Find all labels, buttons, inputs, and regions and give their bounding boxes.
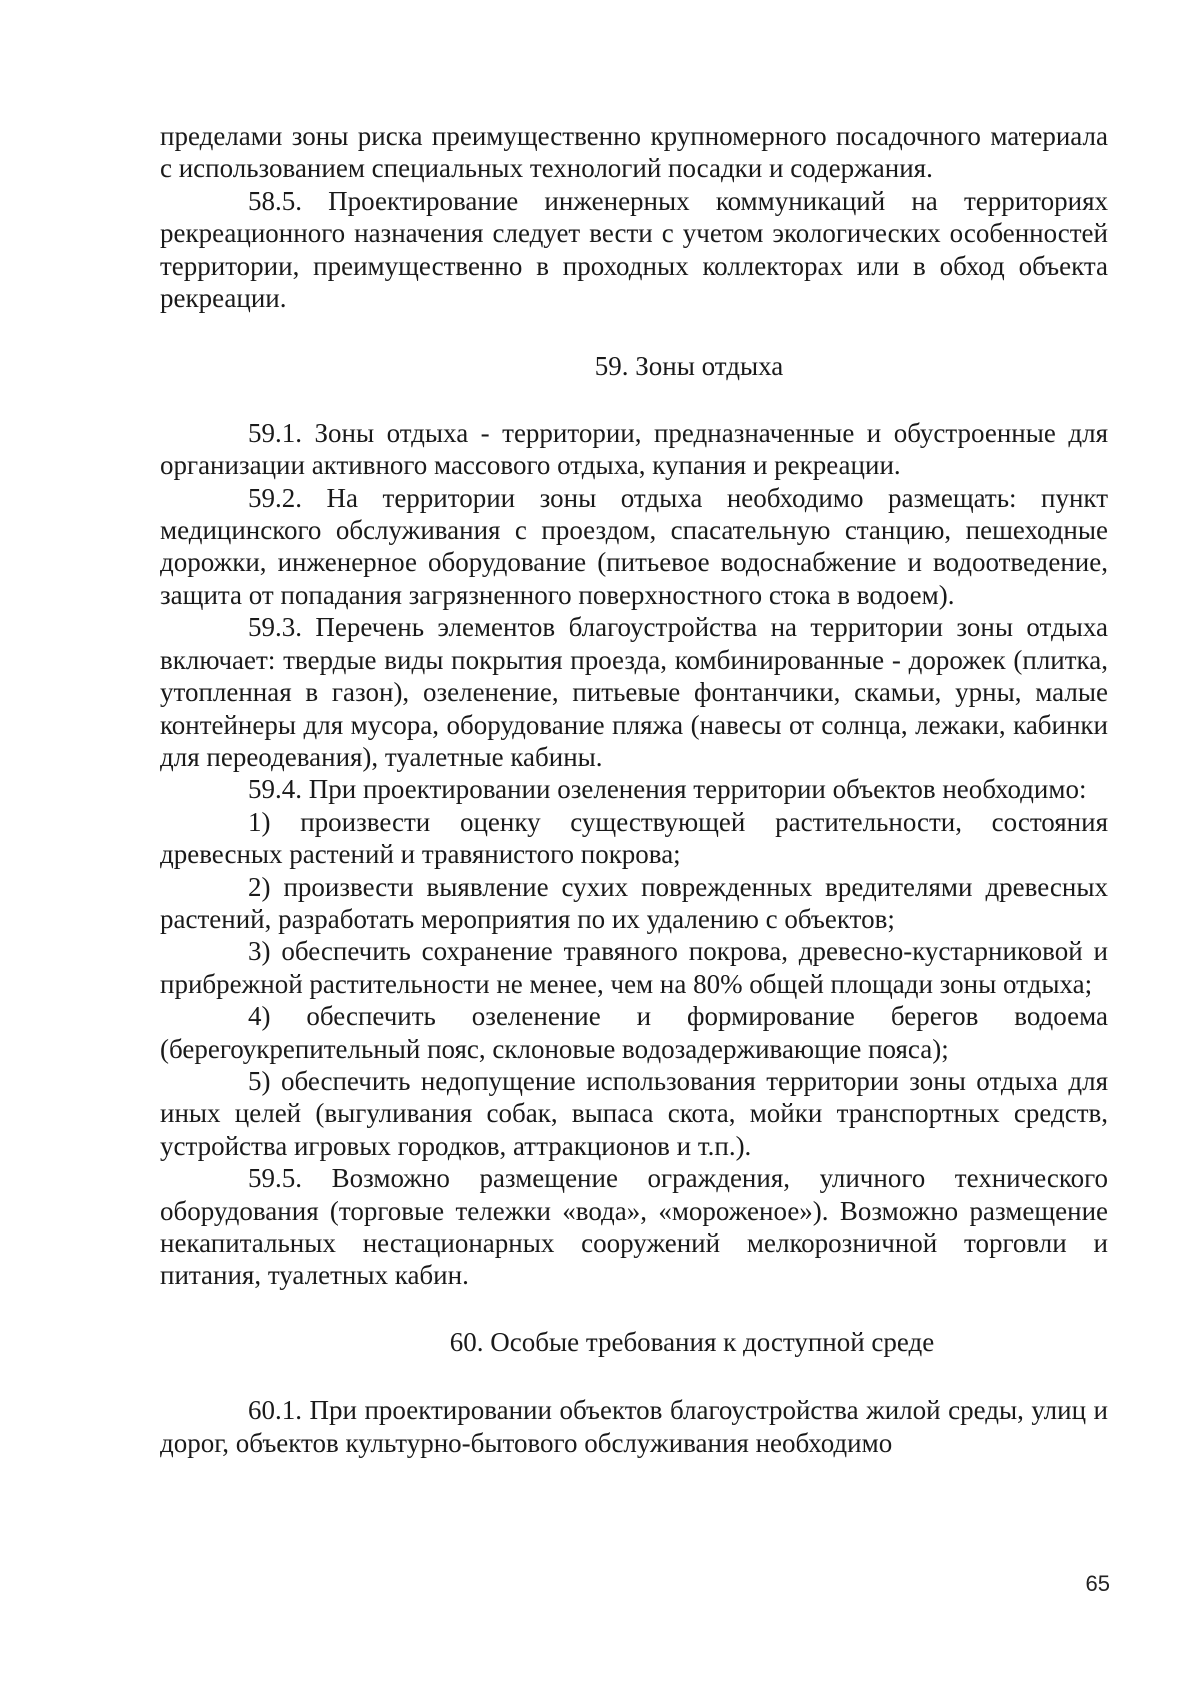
paragraph-59-4: 59.4. При проектировании озеленения территории объектов необходимо: (248, 774, 1087, 805)
section-heading-59: 59. Зоны отдыха (594, 351, 784, 382)
paragraph-59-2: 59.2. На территории зоны отдыха необходимо размещать: пункт медицинского обслуживания с проездом, спасательную станцию, пешеходные дорожки, инженерное оборудование (питьевое водоснабжение и водоотведение, защита от попадания загрязненного поверхностного стока в водоем). (160, 482, 1108, 610)
paragraph-59-5: 59.5. Возможно размещение ограждения, уличного технического оборудования (торговые тележки «вода», «мороженое»). Возможно размещение некапитальных нестационарных сооружений мелкорозничной торговли и питания, туалетных кабин. (160, 1163, 1108, 1291)
list-item-59-4-4: 4) обеспечить озеленение и формирование берегов водоема (берегоукрепительный пояс, склоновые водозадерживающие пояса); (160, 1001, 1108, 1064)
paragraph-59-1: 59.1. Зоны отдыха - территории, предназначенные и обустроенные для организации активного массового отдыха, купания и рекреации. (160, 417, 1108, 481)
page-number: 65 (1085, 1571, 1110, 1596)
paragraph-continuation: пределами зоны риска преимущественно крупномерного посадочного материала с использованием специальных технологий посадки и содержания. (160, 121, 1108, 184)
list-item-59-4-3: 3) обеспечить сохранение травяного покрова, древесно-кустарниковой и прибрежной растительности не менее, чем на 80% общей площади зоны отдыха; (160, 936, 1108, 999)
list-item-59-4-1: 1) произвести оценку существующей растительности, состояния древесных растений и травянистого покрова; (160, 806, 1108, 870)
document-body (160, 120, 1108, 1459)
list-item-59-4-2: 2) произвести выявление сухих поврежденных вредителями древесных растений, разработать мероприятия по их удалению с объектов; (160, 871, 1108, 934)
paragraph-60-1: 60.1. При проектировании объектов благоустройства жилой среды, улиц и дорог, объектов культурно-бытового обслуживания необходимо (160, 1395, 1108, 1458)
list-item-59-4-5: 5) обеспечить недопущение использования территории зоны отдыха для иных целей (выгуливания собак, выпаса скота, мойки транспортных средств, устройства игровых городков, аттракционов и т.п.). (160, 1065, 1108, 1161)
paragraph-59-3: 59.3. Перечень элементов благоустройства на территории зоны отдыха включает: твердые виды покрытия проезда, комбинированные - дорожек (плитка, утопленная в газон), озеленение, питьевые фонтанчики, скамьи, урны, малые контейнеры для мусора, оборудование пляжа (навесы от солнца, лежаки, кабинки для переодевания), туалетные кабины. (160, 612, 1108, 772)
paragraph-58-5: 58.5. Проектирование инженерных коммуникаций на территориях рекреационного назначения следует вести с учетом экологических особенностей территории, преимущественно в проходных коллекторах или в обход объекта рекреации. (160, 185, 1108, 314)
section-heading-60: 60. Особые требования к доступной среде (449, 1326, 935, 1357)
